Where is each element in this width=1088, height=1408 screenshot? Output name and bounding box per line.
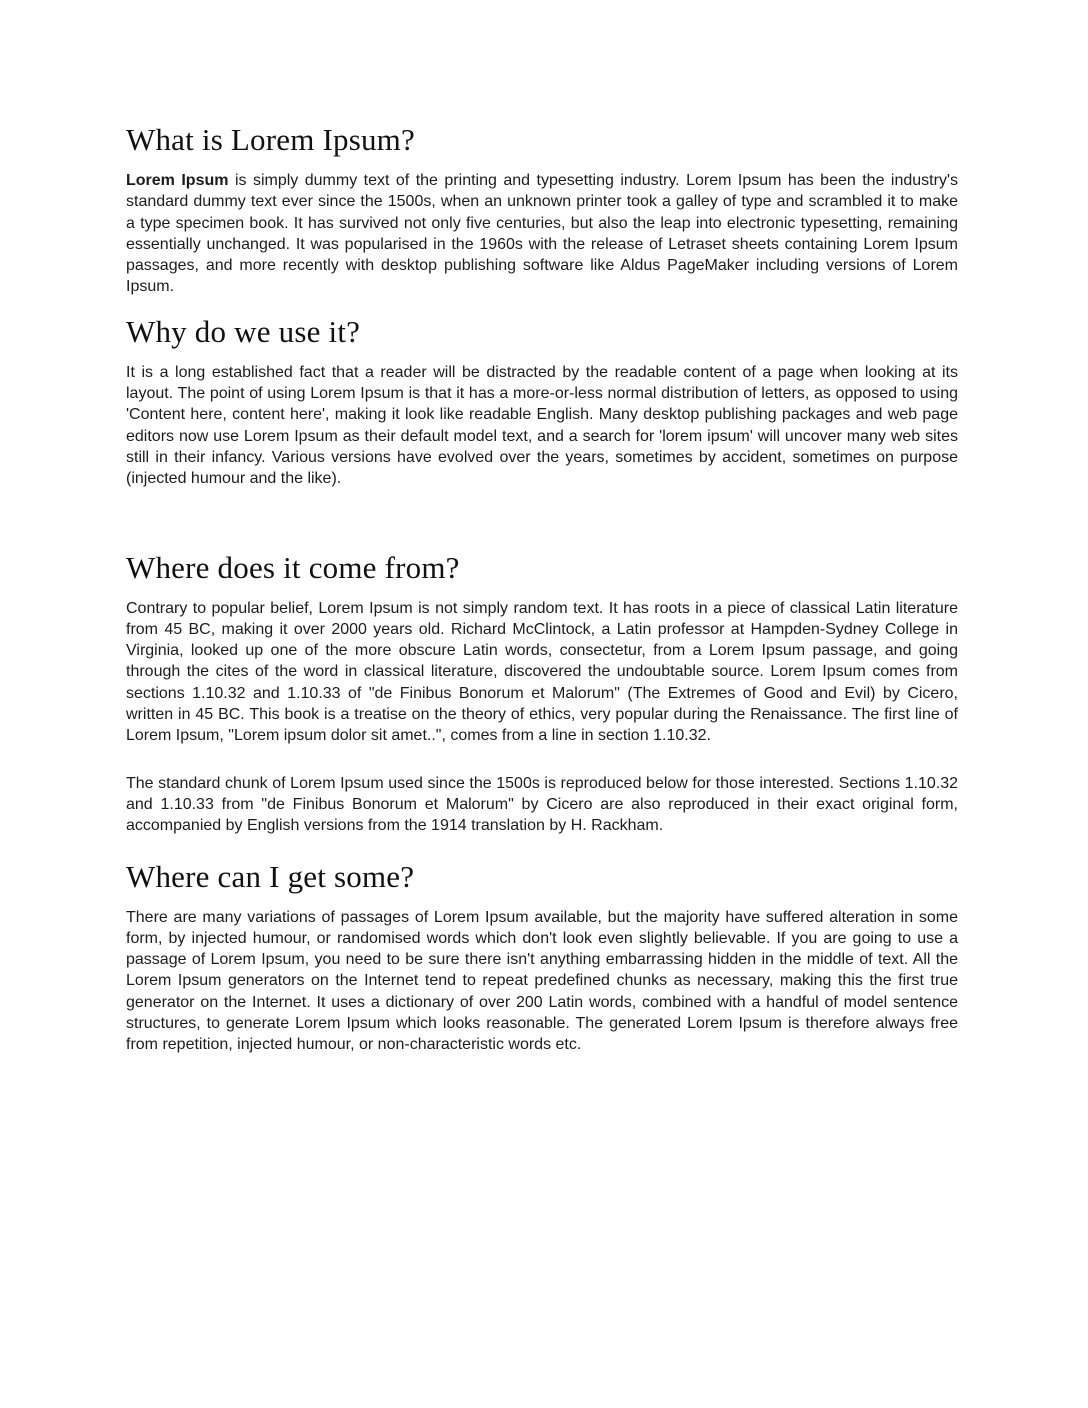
paragraph: There are many variations of passages of Lorem Ipsum available, but the majority have suffered alteration in some form, by injected humour, or randomised words which don't look even slightly believable. If you are going to use a passage of Lorem Ipsum, you need to be sure there isn't anything embarrassing hidden in the middle of text. All the Lorem Ipsum generators on the Internet tend to repeat predefined chunks as necessary, making this the first true generator on the Internet. It uses a dictionary of over 200 Latin words, combined with a handful of model sentence structures, to generate Lorem Ipsum which looks reasonable. The generated Lorem Ipsum is therefore always free from repetition, injected humour, or non-characteristic words etc.	[126, 908, 958, 1054]
section-heading: Where can I get some?	[126, 858, 415, 894]
document-content	[126, 122, 958, 1072]
paragraph	[126, 170, 958, 298]
lead-bold-text: Lorem Ipsum	[126, 172, 229, 189]
paragraph: The standard chunk of Lorem Ipsum used since the 1500s is reproduced below for those interested. Sections 1.10.32 and 1.10.33 from "de Finibus Bonorum et Malorum" by Cicero are also reproduced in their exact original form, accompanied by English versions from the 1914 translation by H. Rackham.	[126, 774, 958, 835]
section-heading: Where does it come from?	[126, 549, 460, 585]
section-heading: Why do we use it?	[126, 313, 361, 349]
section-where-can-i-get-some	[126, 859, 958, 1056]
section-what-is-lorem-ipsum	[126, 122, 958, 298]
paragraph: It is a long established fact that a reader will be distracted by the readable content of a page when looking at its layout. The point of using Lorem Ipsum is that it has a more-or-less normal distribution of letters, as opposed to using 'Content here, content here', making it look like readable English. Many desktop publishing packages and web page editors now use Lorem Ipsum as their default model text, and a search for 'lorem ipsum' will uncover many web sites still in their infancy. Various versions have evolved over the years, sometimes by accident, sometimes on purpose (injected humour and the like).	[126, 363, 958, 488]
section-where-does-it-come-from	[126, 550, 958, 837]
section-why-do-we-use-it	[126, 314, 958, 490]
section-heading: What is Lorem Ipsum?	[126, 122, 415, 157]
paragraph-text: is simply dummy text of the printing and typesetting industry. Lorem Ipsum has been the industry's standard dummy text ever since the 1500s, when an unknown printer took a galley of type and scrambled it to make a type specimen book. It has survived not only five centuries, but also the leap into electronic typesetting, remaining essentially unchanged. It was popularised in the 1960s with the release of Letraset sheets containing Lorem Ipsum passages, and more recently with desktop publishing software like Aldus PageMaker including versions of Lorem Ipsum.	[126, 172, 959, 296]
paragraph: Contrary to popular belief, Lorem Ipsum is not simply random text. It has roots in a piece of classical Latin literature from 45 BC, making it over 2000 years old. Richard McClintock, a Latin professor at Hampden-Sydney College in Virginia, looked up one of the more obscure Latin words, consectetur, from a Lorem Ipsum passage, and going through the cites of the word in classical literature, discovered the undoubtable source. Lorem Ipsum comes from sections 1.10.32 and 1.10.33 of "de Finibus Bonorum et Malorum" (The Extremes of Good and Evil) by Cicero, written in 45 BC. This book is a treatise on the theory of ethics, very popular during the Renaissance. The first line of Lorem Ipsum, "Lorem ipsum dolor sit amet..", comes from a line in section 1.10.32.	[126, 599, 958, 745]
